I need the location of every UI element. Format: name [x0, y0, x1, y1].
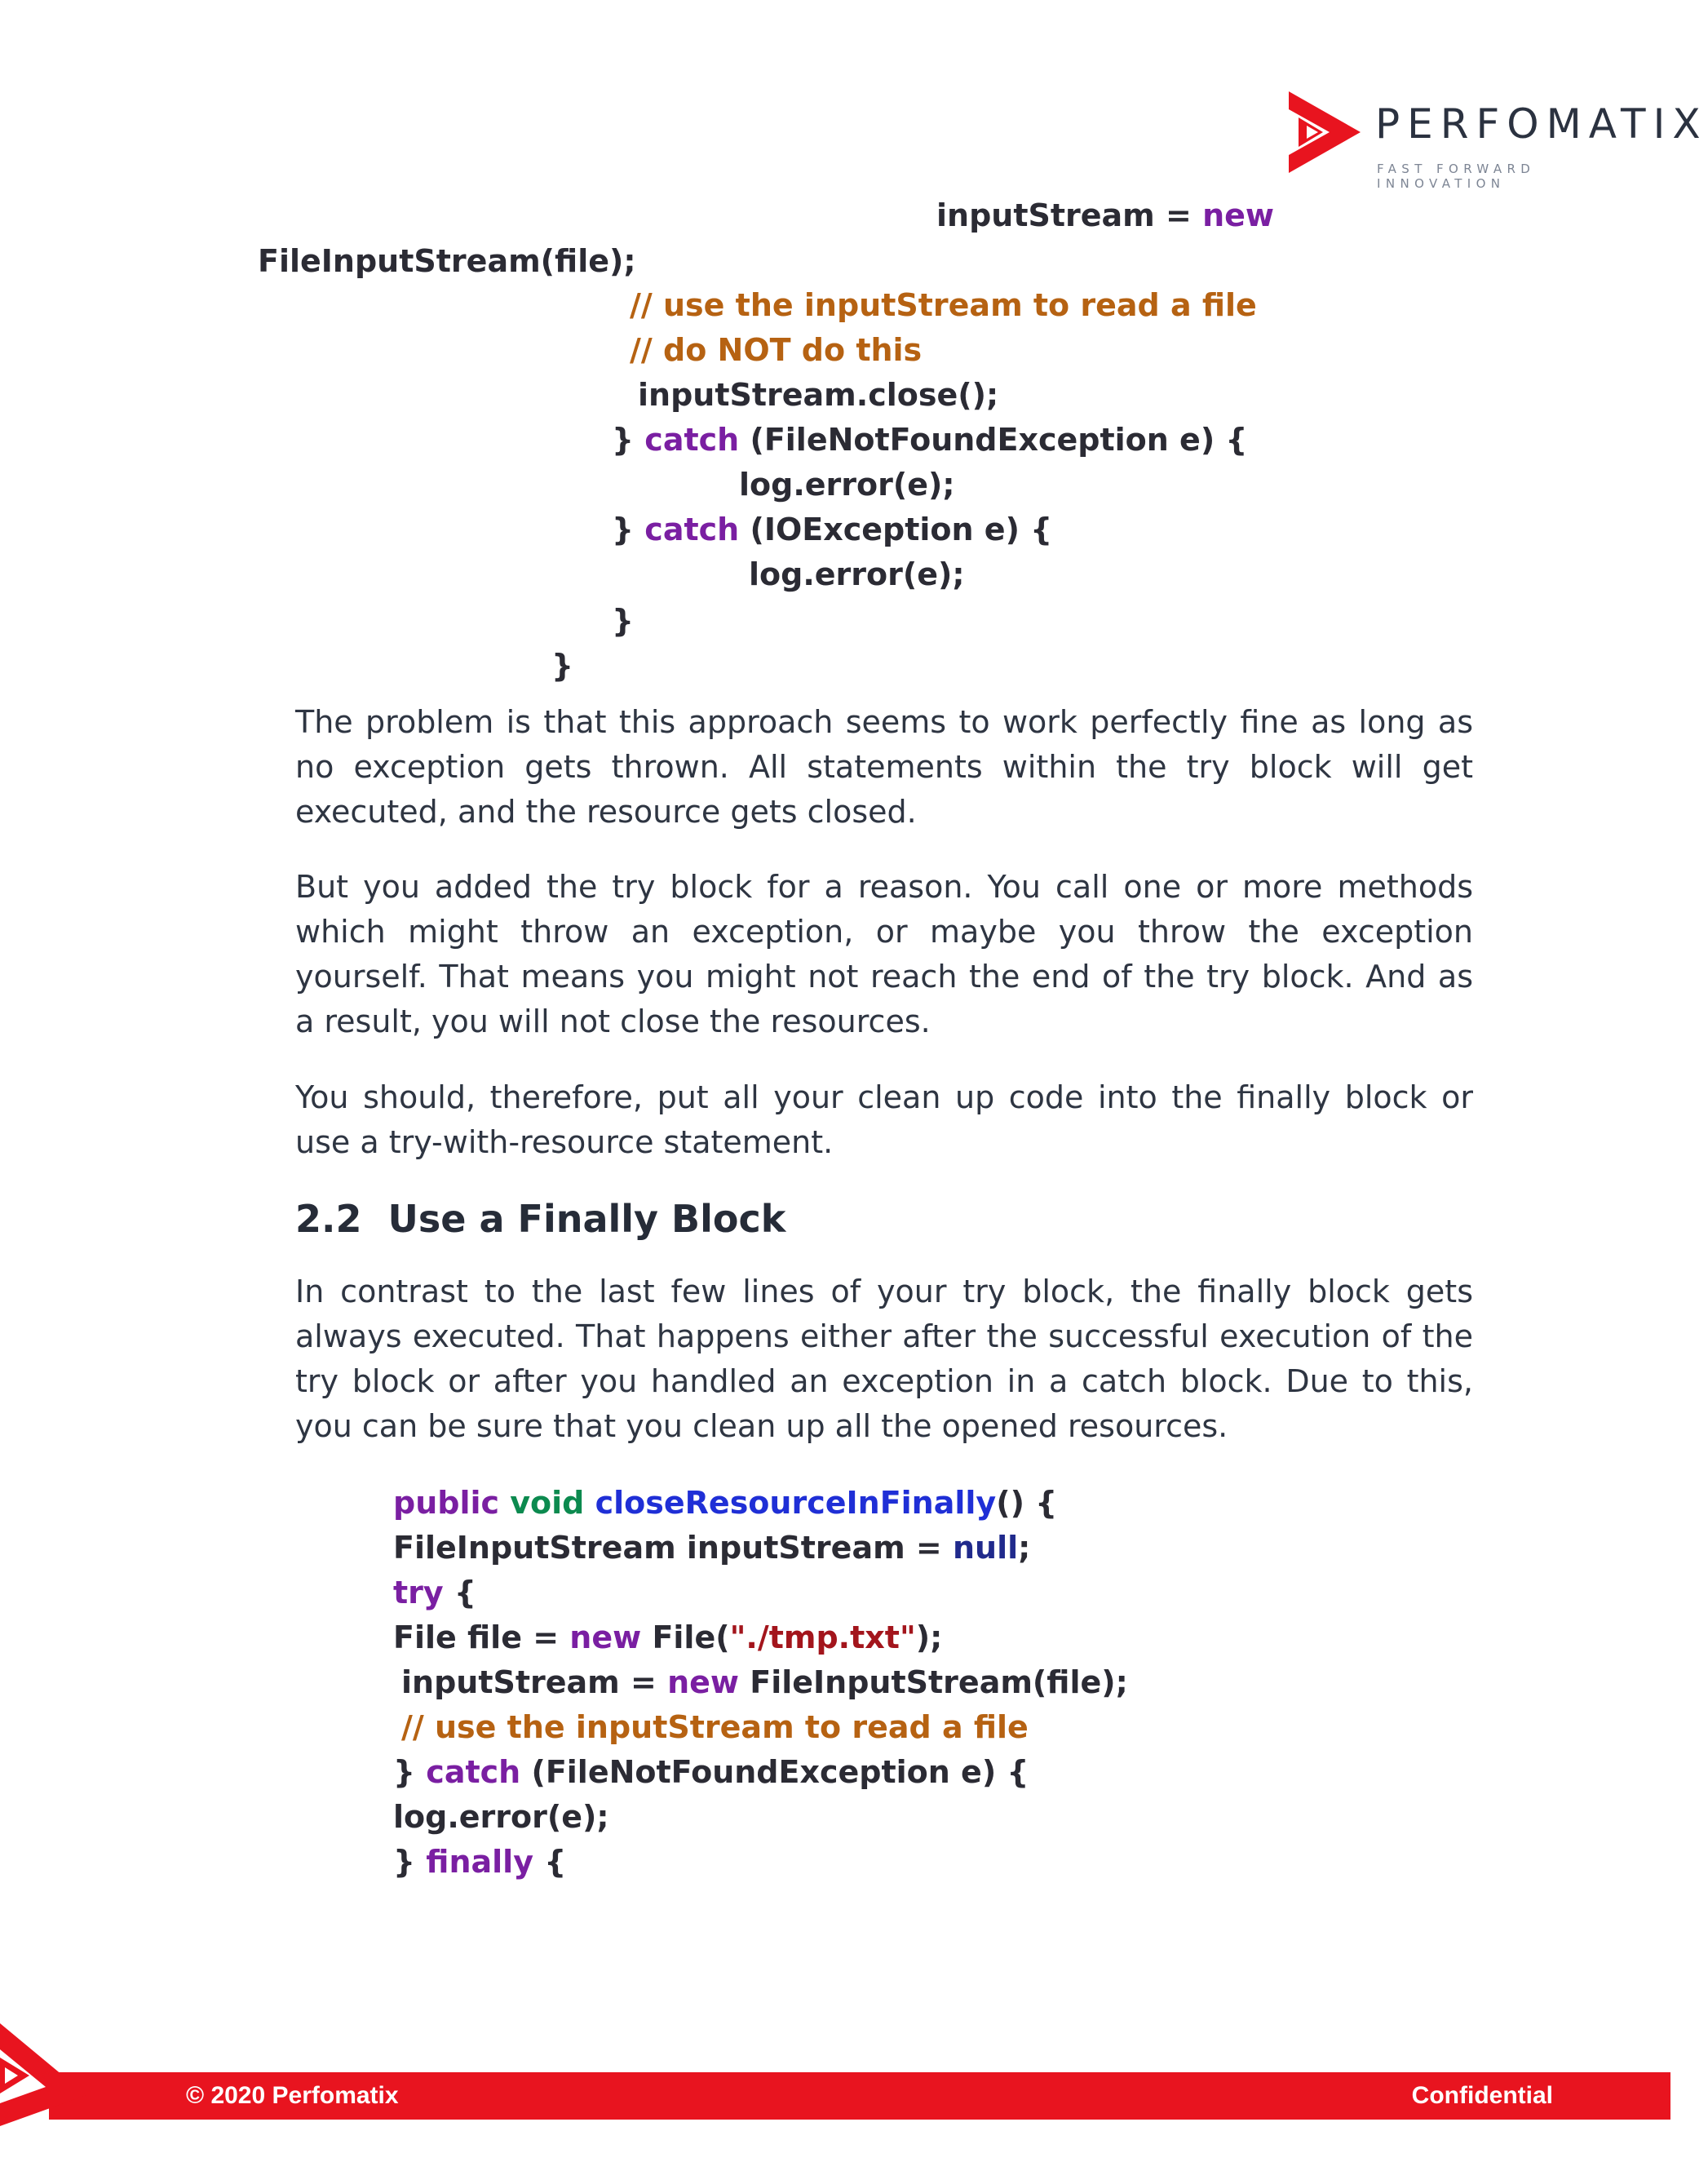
brand-name: PERFOMATIX	[1375, 100, 1708, 148]
code-line: try {	[393, 1575, 476, 1610]
code-line: } finally {	[393, 1844, 567, 1880]
code-line: log.error(e);	[739, 467, 955, 503]
code-line: FileInputStream(file);	[258, 243, 636, 279]
code-line: }	[551, 648, 574, 684]
code-line: } catch (IOException e) {	[612, 512, 1053, 547]
code-line: } catch (FileNotFoundException e) {	[612, 422, 1248, 458]
paragraph: You should, therefore, put all your clean up code into the finally block or use a try-with-resource statement.	[295, 1079, 1473, 1160]
paragraph: The problem is that this approach seems to work perfectly fine as long as no exception gets thrown. All statements within the try block will get executed, and the resource gets closed.	[295, 704, 1473, 830]
brand-tagline: FAST FORWARD INNOVATION	[1377, 162, 1536, 191]
perfomatix-arrow-logo-icon	[1287, 90, 1362, 175]
perfomatix-arrow-mark-icon	[0, 2022, 88, 2126]
section-heading: 2.2 Use a Finally Block	[295, 1197, 786, 1241]
code-line: inputStream = new FileInputStream(file);	[401, 1664, 1128, 1700]
footer-confidential: Confidential	[1411, 2082, 1553, 2109]
code-line: log.error(e);	[393, 1799, 609, 1835]
code-line: log.error(e);	[749, 556, 965, 592]
code-line: public void closeResourceInFinally() {	[393, 1485, 1058, 1521]
paragraph: In contrast to the last few lines of your try block, the finally block gets always executed. That happens either after the successful execution of the try block or after you handled an exception in a catch block. Due to this, you can be sure that you clean up all the opened resources.	[295, 1274, 1473, 1444]
code-line: File file = new File("./tmp.txt");	[393, 1619, 943, 1655]
code-line: inputStream = new	[936, 197, 1275, 233]
footer-copyright: © 2020 Perfomatix	[186, 2082, 399, 2109]
code-comment: // use the inputStream to read a file	[630, 287, 1257, 323]
code-line: }	[612, 603, 635, 639]
paragraph: But you added the try block for a reason. You call one or more methods which might throw an exception, or maybe you throw the exception yourself. That means you might not reach the end of the try block. And as a result, you will not close the resources.	[295, 869, 1473, 1039]
code-comment: // use the inputStream to read a file	[401, 1709, 1029, 1745]
perfomatix-logo	[1287, 86, 1708, 191]
code-comment: // do NOT do this	[630, 332, 923, 368]
code-line: FileInputStream inputStream = null;	[393, 1530, 1031, 1566]
code-line: inputStream.close();	[638, 377, 999, 413]
code-line: } catch (FileNotFoundException e) {	[393, 1754, 1029, 1790]
